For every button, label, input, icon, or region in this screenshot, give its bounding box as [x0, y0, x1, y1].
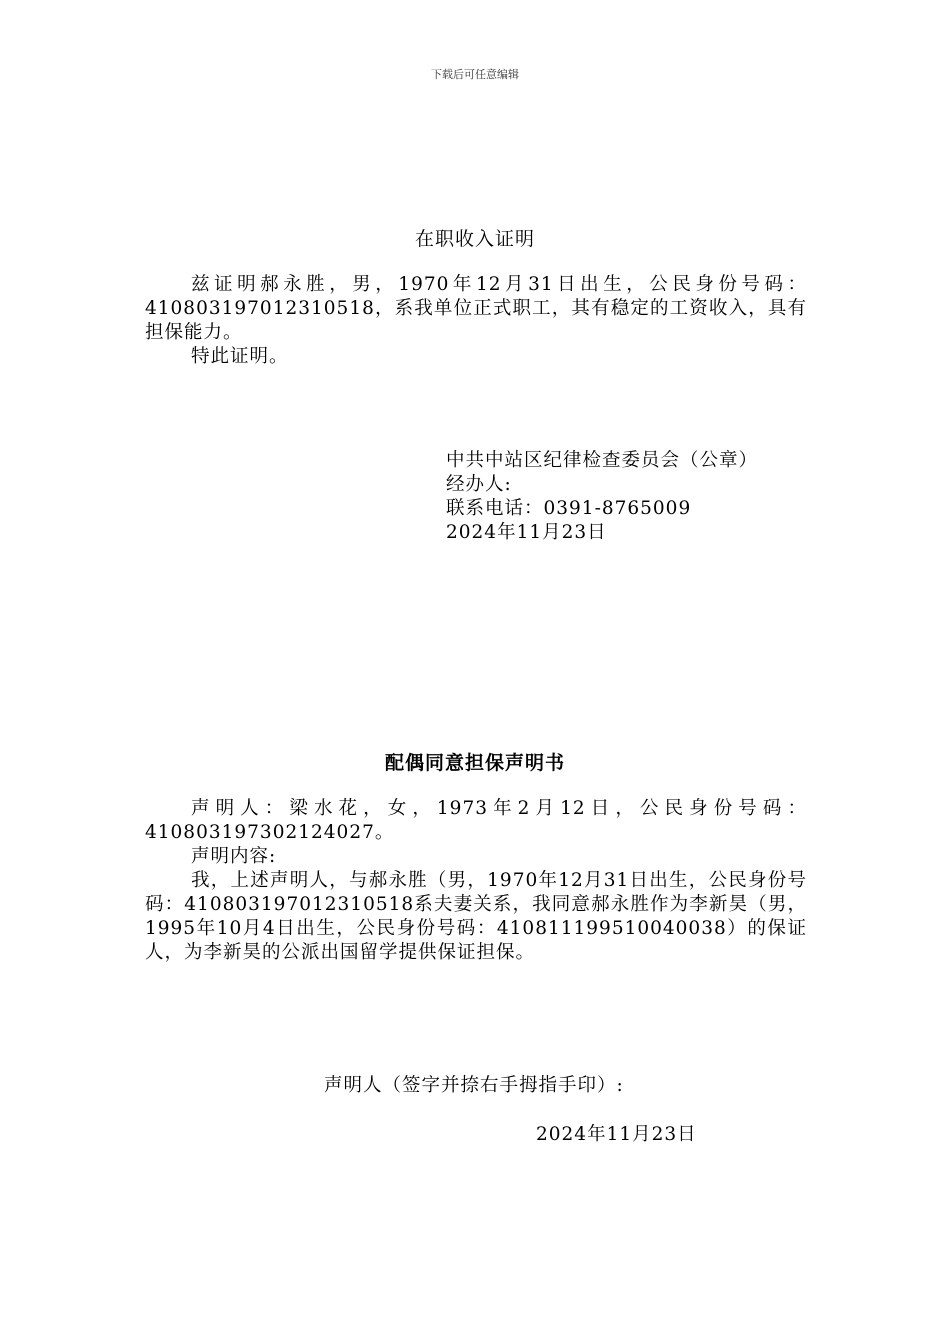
- certificate-closing: 特此证明。: [191, 346, 289, 367]
- declaration-body: [145, 797, 807, 965]
- declarant-info: 声明人：梁水花，女，1973年2月12日，公民身份号码：410803197302124027。: [145, 798, 807, 843]
- handler-label: 经办人:: [446, 474, 512, 495]
- declaration-date: 2024年11月23日: [536, 1124, 697, 1145]
- certificate-body: [145, 273, 807, 369]
- issuer-name: 中共中站区纪律检查委员会（公章）: [446, 450, 759, 471]
- certificate-paragraph: 兹证明郝永胜，男，1970年12月31日出生，公民身份号码：410803197012310518，系我单位正式职工，其有稳定的工资收入，具有担保能力。: [145, 274, 807, 343]
- header-note: 下载后可任意编辑: [431, 68, 519, 81]
- certificate-signature-block: [446, 449, 758, 545]
- certificate-date: 2024年11月23日: [446, 522, 607, 543]
- declaration-title: 配偶同意担保声明书: [384, 752, 565, 774]
- contact-phone: 联系电话：0391-8765009: [446, 498, 692, 519]
- certificate-title: 在职收入证明: [414, 228, 535, 250]
- content-label: 声明内容:: [191, 846, 277, 867]
- declaration-content: 我，上述声明人，与郝永胜（男，1970年12月31日出生，公民身份号码：410803197012310518系夫妻关系，我同意郝永胜作为李新昊（男，1995年10月4日出生，公民身份号码：410811199510040038）的保证人，为李新昊的公派出国留学提供保证担保。: [145, 870, 807, 963]
- declarant-signature-label: 声明人（签字并捺右手拇指手印）:: [324, 1075, 624, 1096]
